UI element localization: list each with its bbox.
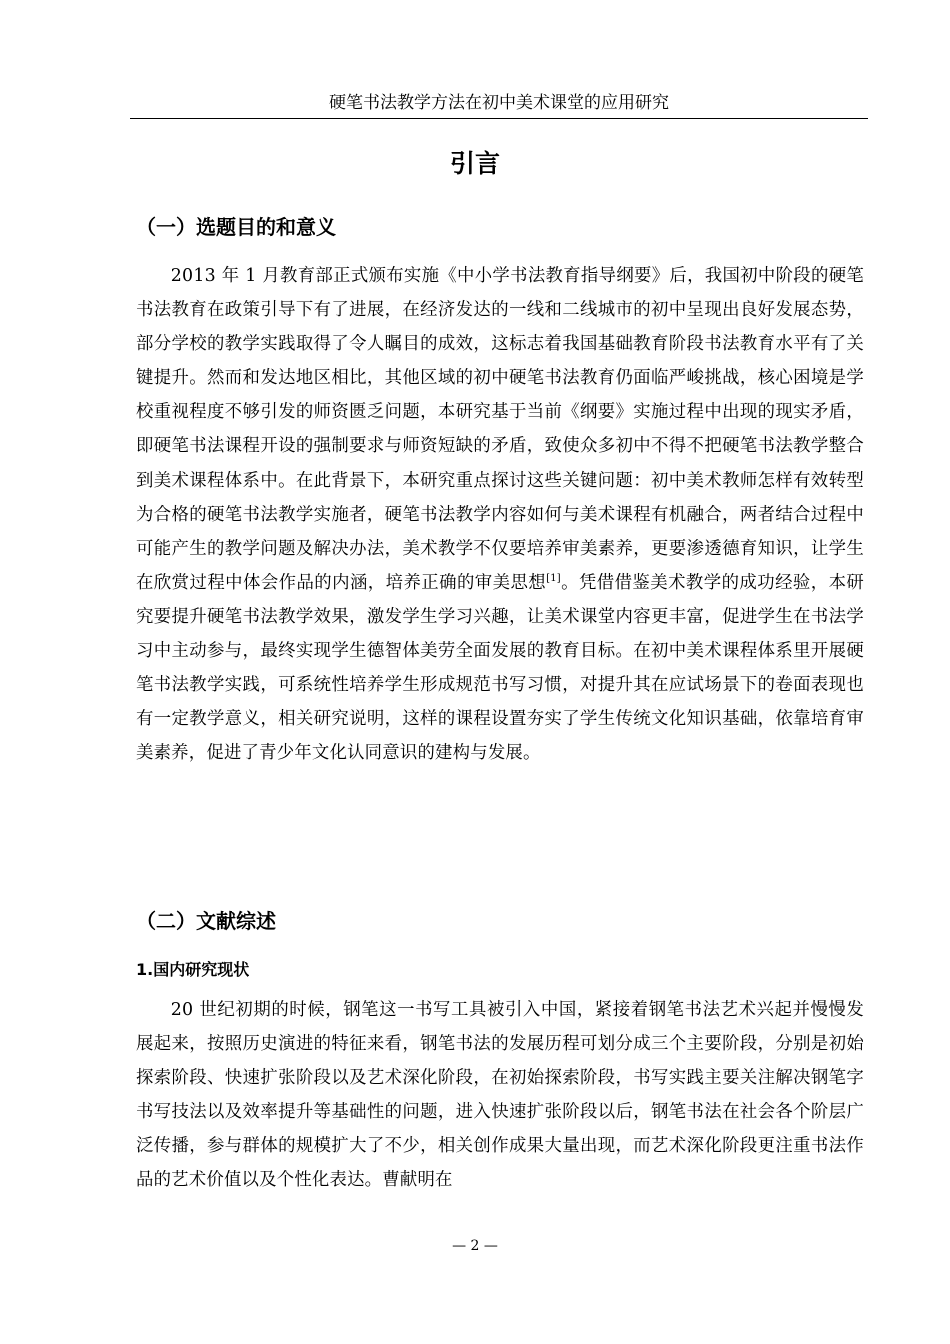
running-title: 硬笔书法教学方法在初中美术课堂的应用研究 [329, 93, 669, 113]
chapter-title: 引言 [449, 149, 500, 178]
body-paragraph-purpose [136, 259, 864, 770]
subsection-heading-domestic: 1.国内研究现状 [136, 960, 250, 979]
running-header [130, 92, 868, 119]
paragraph-text: 2013 年 1 月教育部正式颁布实施《中小学书法教育指导纲要》后，我国初中阶段的硬笔书法教育在政策引导下有了进展，在经济发达的一线和二线城市的初中呈现出良好发展态势，部分学校的教学实践取得了令人瞩目的成效，这标志着我国基础教育阶段书法教育水平有了关键提升。然而和发达地区相比，其他区域的初中硬笔书法教育仍面临严峻挑战，核心困境是学校重视程度不够引发的师资匮乏问题，本研究基于当前《纲要》实施过程中出现的现实矛盾，即硬笔书法课程开设的强制要求与师资短缺的矛盾，致使众多初中不得不把硬笔书法教学整合到美术课程体系中。在此背景下，本研究重点探讨这些关键问题：初中美术教师怎样有效转型为合格的硬笔书法教学实施者，硬笔书法教学内容如何与美术课程有机融合，两者结合过程中可能产生的教学问题及解决办法，美术教学不仅要培养审美素养，更要渗透德育知识，让学生在欣赏过程中体会作品的内涵，培养正确的审美思想 [136, 266, 864, 593]
section-heading-literature: （二）文献综述 [136, 909, 276, 933]
page-number: — 2 — [452, 1238, 498, 1254]
body-paragraph-domestic: 20 世纪初期的时候，钢笔这一书写工具被引入中国，紧接着钢笔书法艺术兴起并慢慢发展起来，按照历史演进的特征来看，钢笔书法的发展历程可划分成三个主要阶段，分别是初始探索阶段、快速扩张阶段以及艺术深化阶段，在初始探索阶段，书写实践主要关注解决钢笔字书写技法以及效率提升等基础性的问题，进入快速扩张阶段以后，钢笔书法在社会各个阶层广泛传播，参与群体的规模扩大了不少，相关创作成果大量出现，而艺术深化阶段更注重书法作品的艺术价值以及个性化表达。曹献明在 [136, 1000, 864, 1191]
section-heading-purpose: （一）选题目的和意义 [136, 215, 336, 239]
citation-ref[interactable]: [1] [546, 573, 561, 585]
paragraph-text-continued: 。凭借借鉴美术教学的成功经验，本研究要提升硬笔书法教学效果，激发学生学习兴趣，让美术课堂内容更丰富，促进学生在书法学习中主动参与，最终实现学生德智体美劳全面发展的教育目标。在初中美术课程体系里开展硬笔书法教学实践，可系统性培养学生形成规范书写习惯，对提升其在应试场景下的卷面表现也有一定教学意义，相关研究说明，这样的课程设置夯实了学生传统文化知识基础，依靠培育审美素养，促进了青少年文化认同意识的建构与发展。 [136, 572, 864, 764]
